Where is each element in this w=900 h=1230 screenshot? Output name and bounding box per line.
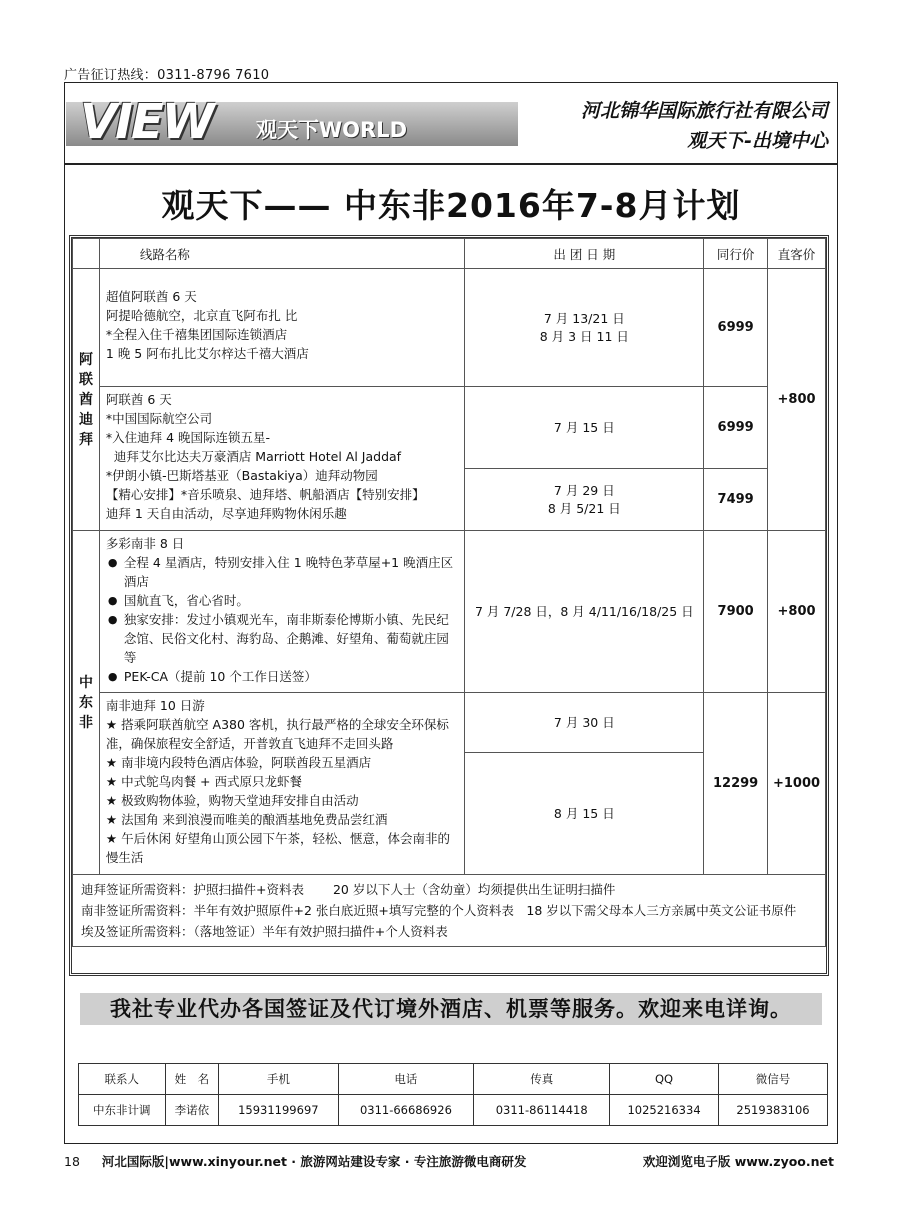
route-uae-6day-etihad	[99, 269, 465, 387]
peer-price: 7900	[704, 531, 768, 693]
contact-qq: 1025216334	[610, 1095, 719, 1126]
contact-header: 联系人	[79, 1064, 166, 1095]
visa-line: 迪拜签证所需资料：护照扫描件+资料表 20 岁以下人士（含幼童）均须提供出生证明扫描件	[81, 882, 616, 897]
route-line: 超值阿联酋 6 天	[105, 289, 197, 304]
visa-line: 南非签证所需资料：半年有效护照原件+2 张白底近照+填写完整的个人资料表 18 岁以下需父母本人三方亲属中英文公证书原件	[81, 903, 797, 918]
route-line: *全程入住千禧集团国际连锁酒店	[105, 327, 288, 342]
region-africa: 中 东 非	[73, 531, 100, 875]
direct-price: +800	[768, 531, 826, 693]
header-route: 线路名称	[99, 239, 465, 269]
route-star: ★ 极致购物体验，购物天堂迪拜安排自由活动	[105, 793, 359, 808]
route-bullet: ● 独家安排：发过小镇观光车，南非斯泰伦博斯小镇、先民纪念馆、民俗文化村、海豹岛、企鹅滩、好望角、葡萄就庄园等	[106, 610, 459, 667]
header-blank	[73, 239, 100, 269]
header-peer-price: 同行价	[704, 239, 768, 269]
contact-header: QQ	[610, 1064, 719, 1095]
route-south-africa-dubai-10day	[99, 693, 465, 875]
header-direct-price: 直客价	[768, 239, 826, 269]
peer-price: 6999	[704, 269, 768, 387]
footer-left	[64, 1152, 526, 1170]
contact-header-row	[79, 1064, 828, 1095]
contact-header: 姓 名	[165, 1064, 219, 1095]
route-line: 迪拜艾尔比达夫万豪酒店 Marriott Hotel Al Jaddaf	[105, 449, 402, 464]
contact-table	[78, 1063, 828, 1126]
route-uae-6day-airchina	[99, 387, 465, 531]
peer-price: 12299	[704, 693, 768, 875]
route-line: 阿联酋 6 天	[105, 392, 172, 407]
route-south-africa-8day	[99, 531, 465, 693]
route-star: ★ 法国角 来到浪漫而唯美的酿酒基地免费品尝红酒	[105, 812, 388, 827]
date-line: 7 月 29 日	[553, 482, 615, 498]
dates-cell: 7 月 15 日	[465, 387, 704, 469]
date-line: 7 月 13/21 日	[543, 310, 625, 326]
page-number: 18	[64, 1154, 80, 1169]
logo-subtitle: 观天下WORLD	[256, 118, 407, 142]
contact-wechat: 2519383106	[719, 1095, 828, 1126]
region-uae: 阿 联 酋 迪 拜	[73, 269, 100, 531]
date-line: 8 月 3 日 11 日	[539, 328, 629, 344]
route-line: 阿提哈德航空，北京直飞阿布扎 比	[105, 308, 298, 323]
table-header-row	[73, 239, 826, 269]
dates-cell	[465, 469, 704, 531]
header-dates: 出 团 日 期	[465, 239, 704, 269]
contact-header: 微信号	[719, 1064, 828, 1095]
route-bullet: ● 国航直飞，省心省时。	[106, 591, 459, 610]
dates-cell	[465, 269, 704, 387]
itinerary-table	[72, 238, 826, 947]
route-title: 多彩南非 8 日	[105, 536, 185, 551]
contact-header: 手机	[219, 1064, 338, 1095]
footer-right: 欢迎浏览电子版 www.zyoo.net	[642, 1154, 834, 1169]
footer-site: 河北国际版|www.xinyour.net · 旅游网站建设专家 · 专注旅游微电商研发	[101, 1154, 527, 1169]
route-line: 迪拜 1 天自由活动，尽享迪拜购物休闲乐趣	[105, 506, 347, 521]
direct-price: +800	[768, 269, 826, 531]
visa-notes	[73, 875, 826, 947]
peer-price: 6999	[704, 387, 768, 469]
dates-cell: 7 月 7/28 日，8 月 4/11/16/18/25 日	[465, 531, 704, 693]
route-star: ★ 中式鸵鸟肉餐 + 西式原只龙虾餐	[105, 774, 302, 789]
peer-price: 7499	[704, 469, 768, 531]
service-slogan: 我社专业代办各国签证及代订境外酒店、机票等服务。欢迎来电详询。	[80, 993, 822, 1025]
contact-mobile: 15931199697	[219, 1095, 338, 1126]
route-line: *入住迪拜 4 晚国际连锁五星-	[105, 430, 271, 445]
contact-phone: 0311-66686926	[338, 1095, 474, 1126]
route-star: ★ 搭乘阿联酋航空 A380 客机，执行最严格的全球安全环保标准，确保旅程安全舒适，开普敦直飞迪拜不走回头路	[105, 717, 449, 751]
logo-brand: VIEW	[80, 94, 213, 150]
route-line: *伊朗小镇-巴斯塔基亚（Bastakiya）迪拜动物园	[105, 468, 378, 483]
route-line: 【精心安排】*音乐喷泉、迪拜塔、帆船酒店【特别安排】	[105, 487, 425, 502]
contact-header: 传真	[474, 1064, 610, 1095]
date-line: 8 月 5/21 日	[547, 500, 621, 516]
route-line: 1 晚 5 阿布扎比艾尔梓达千禧大酒店	[105, 346, 309, 361]
contact-fax: 0311-86114418	[474, 1095, 610, 1126]
route-title: 南非迪拜 10 日游	[105, 698, 205, 713]
ad-hotline: 广告征订热线：0311-8796 7610	[64, 68, 270, 83]
page-title: 观天下—— 中东非2016年7-8月计划	[161, 186, 741, 225]
route-bullet: ● PEK-CA（提前 10 个工作日送签）	[106, 667, 459, 686]
company-name: 河北锦华国际旅行社有限公司	[580, 100, 828, 122]
dates-cell: 8 月 15 日	[465, 753, 704, 875]
visa-line: 埃及签证所需资料：（落地签证）半年有效护照扫描件+个人资料表	[81, 924, 448, 939]
contact-row	[79, 1095, 828, 1126]
route-star: ★ 午后休闲 好望角山顶公园下午茶，轻松、惬意，体会南非的慢生活	[105, 831, 451, 865]
contact-role: 中东非计调	[79, 1095, 166, 1126]
route-bullet: ● 全程 4 星酒店，特别安排入住 1 晚特色茅草屋+1 晚酒庄区酒店	[106, 553, 459, 591]
direct-price: +1000	[768, 693, 826, 875]
contact-name: 李诺依	[165, 1095, 219, 1126]
contact-header: 电话	[338, 1064, 474, 1095]
route-line: *中国国际航空公司	[105, 411, 213, 426]
dates-cell: 7 月 30 日	[465, 693, 704, 753]
company-dept: 观天下-出境中心	[687, 130, 828, 152]
route-star: ★ 南非境内段特色酒店体验，阿联酋段五星酒店	[105, 755, 372, 770]
